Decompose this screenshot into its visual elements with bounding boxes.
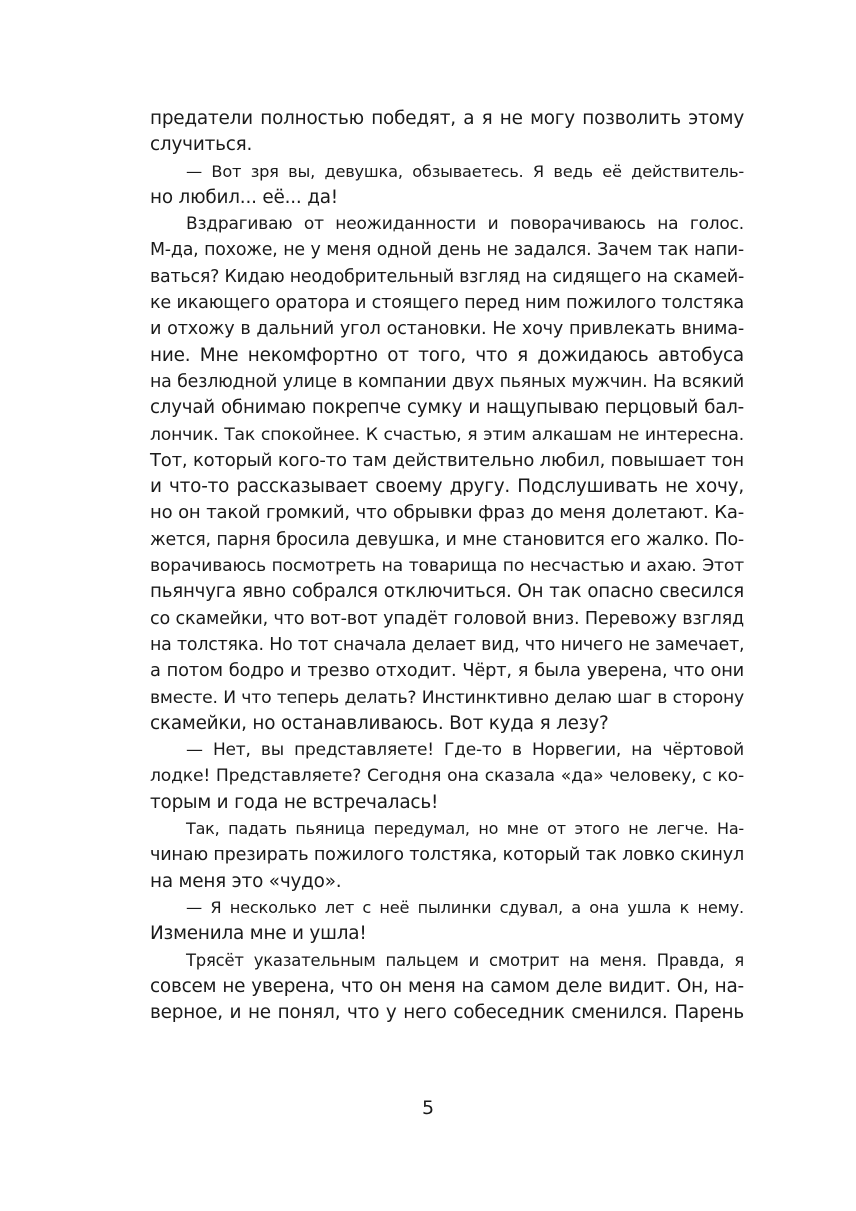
text-line: Вздрагиваю от неожиданности и поворачиваюсь на голос. [186,214,744,235]
text-line: торым и года не встречалась! [150,791,439,813]
text-line: пьянчуга явно собрался отключиться. Он так опасно свесился [150,581,744,603]
text-line: ние. Мне некомфортно от того, что я дожидаюсь автобуса [150,344,744,366]
text-line: верное, и не понял, что у него собеседник сменился. Парень [150,1002,744,1024]
text-line: и отхожу в дальний угол остановки. Не хочу привлекать внима- [150,319,744,340]
text-line: — Вот зря вы, девушка, обзываетесь. Я ведь её действитель- [186,161,744,181]
text-line: совсем не уверена, что он меня на самом деле видит. Он, на- [150,975,744,997]
text-line: М-да, похоже, не у меня одной день не задался. Зачем так напи- [150,240,744,261]
text-line: Изменила мне и ушла! [150,923,367,945]
text-line: на безлюдной улице в компании двух пьяных мужчин. На всякий [150,371,744,392]
text-line: ваться? Кидаю неодобрительный взгляд на сидящего на скамей- [150,266,745,287]
text-line: — Я несколько лет с неё пылинки сдувал, а она ушла к нему. [186,897,744,917]
text-line: на толстяка. Но тот сначала делает вид, что ничего не замечает, [150,634,745,655]
page-number: 5 [421,1097,435,1119]
text-line: а потом бодро и трезво отходит. Чёрт, я была уверена, что они [150,660,744,682]
text-line: жется, парня бросила девушка, и мне становится его жалко. По- [150,529,744,550]
text-line: ке икающего оратора и стоящего перед ним пожилого толстяка [150,293,744,314]
text-line: лончик. Так спокойнее. К счастью, я этим алкашам не интересна. [150,424,744,445]
text-line: ворачиваюсь посмотреть на товарища по несчастью и ахаю. Этот [150,556,744,577]
text-line: Тот, который кого-то там действительно любил, повышает тон [150,449,744,471]
body-text [150,106,744,1026]
text-line: случиться. [150,134,253,156]
text-line: и что-то рассказывает своему другу. Подслушивать не хочу, [150,476,744,498]
text-line: со скамейки, что вот-вот упадёт головой вниз. Перевожу взгляд [150,608,744,629]
text-line: лодке! Представляете? Сегодня она сказала «да» человеку, с ко- [150,766,744,787]
text-line: скамейки, но останавливаюсь. Вот куда я лезу? [150,712,609,734]
text-line: но он такой громкий, что обрывки фраз до меня долетают. Ка- [150,502,744,524]
text-line: но любил... её... да! [150,186,338,208]
text-line: Трясёт указательным пальцем и смотрит на меня. Правда, я [186,950,744,970]
text-line: Так, падать пьяница передумал, но мне от этого не легче. На- [186,819,744,839]
text-line: — Нет, вы представляете! Где-то в Норвегии, на чёртовой [186,740,744,761]
text-line: чинаю презирать пожилого толстяка, который так ловко скинул [150,845,744,866]
text-line: вместе. И что теперь делать? Инстинктивно делаю шаг в сторону [150,687,744,708]
text-line: случай обнимаю покрепче сумку и нащупываю перцовый бал- [150,397,744,419]
text-line: на меня это «чудо». [150,870,342,892]
text-line: предатели полностью победят, а я не могу позволить этому [150,108,744,129]
